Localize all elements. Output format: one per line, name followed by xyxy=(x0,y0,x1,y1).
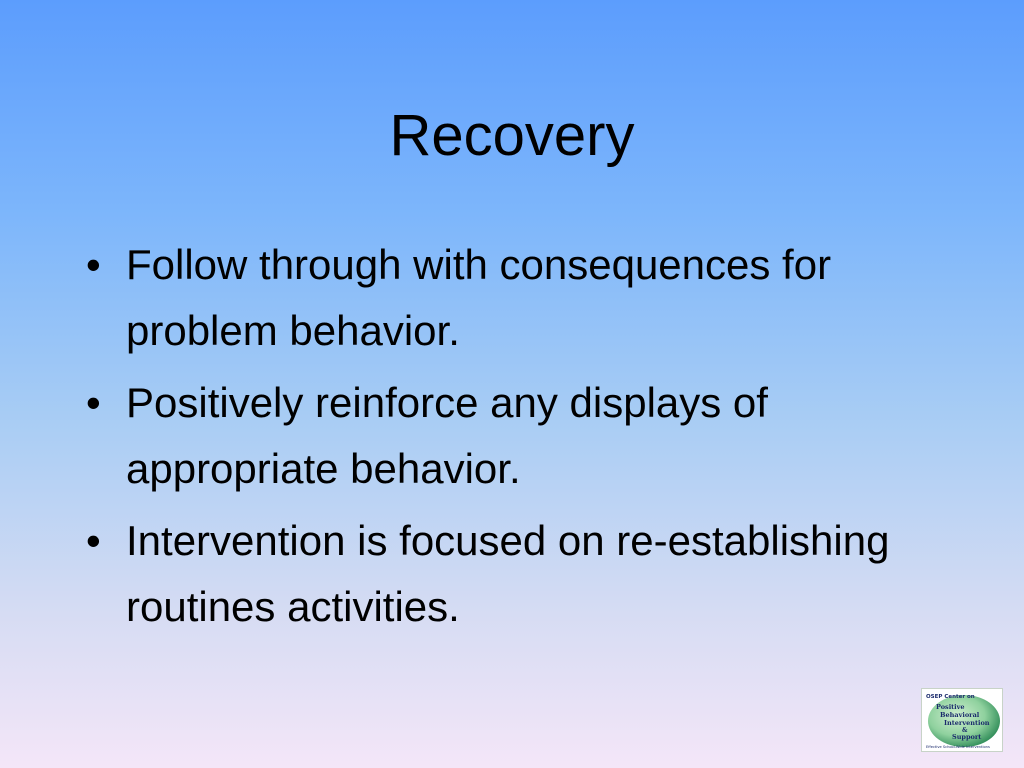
bullet-marker: • xyxy=(86,517,101,564)
bullet-marker: • xyxy=(86,241,101,288)
logo-line-4: & xyxy=(962,727,968,734)
slide-title: Recovery xyxy=(389,103,635,168)
bullet-item xyxy=(86,508,946,640)
bullet-item xyxy=(86,370,946,502)
pbis-logo xyxy=(921,688,1003,752)
logo-top-text: OSEP Center on xyxy=(926,694,975,700)
logo-line-5: Support xyxy=(952,733,982,741)
bullet-list xyxy=(86,232,946,646)
pbis-logo-icon xyxy=(922,689,1002,751)
bullet-item xyxy=(86,232,946,364)
logo-line-3: Intervention xyxy=(944,719,990,727)
logo-bottom-text: Effective School-Wide Interventions xyxy=(926,745,990,749)
bullet-text: Follow through with consequences for problem behavior. xyxy=(126,241,832,354)
bullet-text: Intervention is focused on re-establishing routines activities. xyxy=(126,517,890,630)
logo-line-2: Behavioral xyxy=(940,711,980,719)
logo-line-1: Positive xyxy=(936,703,965,711)
bullet-text: Positively reinforce any displays of appropriate behavior. xyxy=(126,379,768,492)
bullet-marker: • xyxy=(86,379,101,426)
